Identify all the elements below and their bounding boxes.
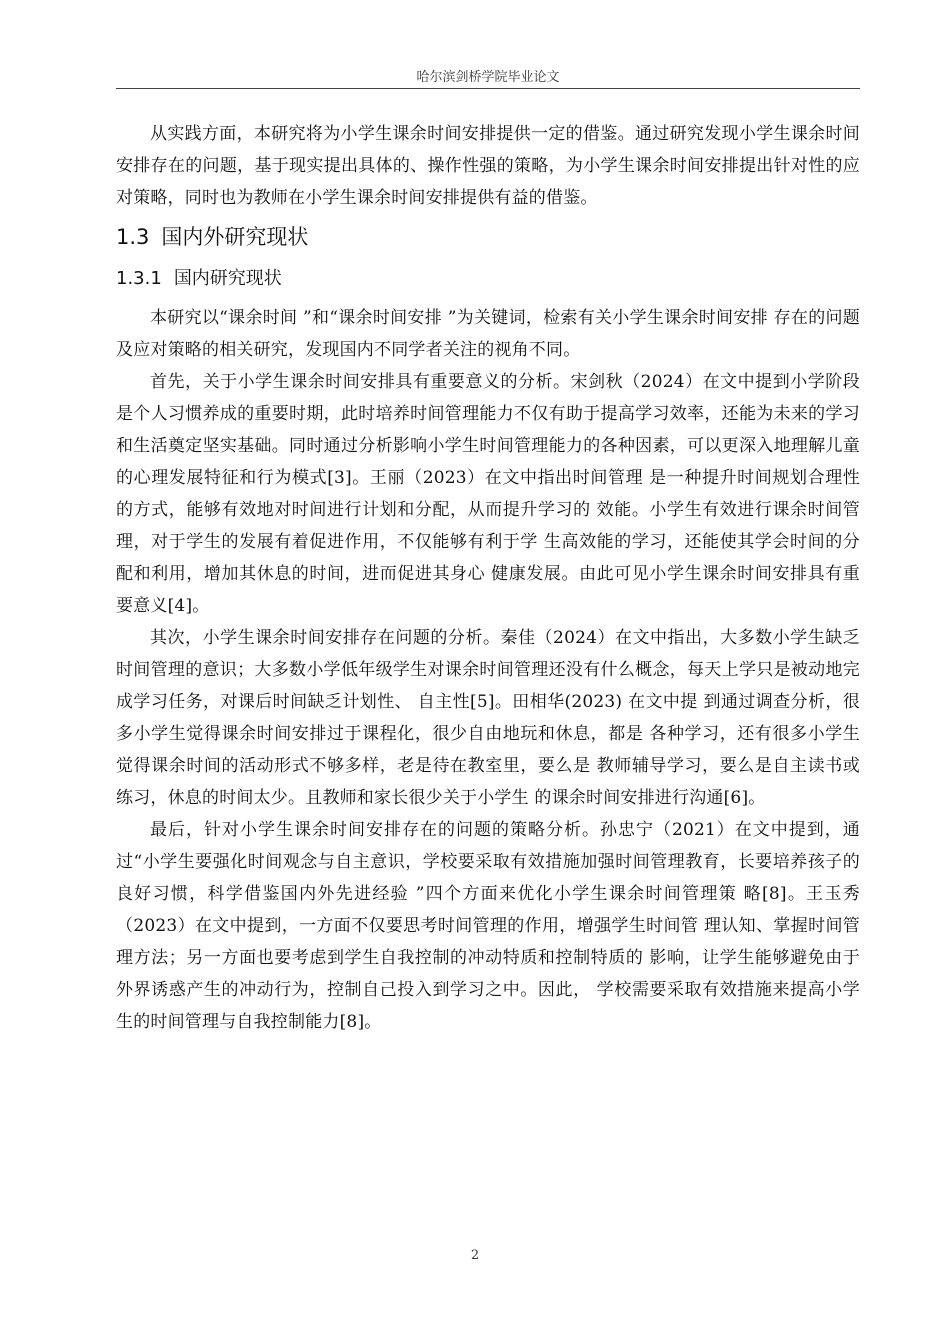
subsection-title: 国内研究现状 bbox=[173, 268, 282, 289]
section-title: 国内外研究现状 bbox=[161, 225, 309, 249]
section-heading-1-3 bbox=[116, 220, 860, 254]
document-body bbox=[116, 118, 860, 1038]
paragraph-strategies: 最后，针对小学生课余时间安排存在的问题的策略分析。孙忠宁（2021）在文中提到，通过“小学生要强化时间观念与自主意识，学校要采取有效措施加强时间管理教育，长要培养孩子的良好习惯，科学借鉴国内外先进经验 ”四个方面来优化小学生课余时间管理策 略[8]。王玉秀（2023）在文中提到，一方面不仅要思考时间管理的作用，增强学生时间管 理认知、掌握时间管理方法；另一方面也要考虑到学生自我控制的冲动特质和控制特质的 影响，让学生能够避免由于外界诱惑产生的冲动行为，控制自己投入到学习之中。因此， 学校需要采取有效措施来提高小学生的时间管理与自我控制能力[8]。 bbox=[116, 820, 860, 1032]
section-number: 1.3 bbox=[116, 225, 150, 249]
subsection-number: 1.3.1 bbox=[116, 268, 162, 289]
paragraph-significance: 首先，关于小学生课余时间安排具有重要意义的分析。宋剑秋（2024）在文中提到小学阶段是个人习惯养成的重要时期，此时培养时间管理能力不仅有助于提高学习效率，还能为未来的学习和生活奠定坚实基础。同时通过分析影响小学生时间管理能力的各种因素，可以更深入地理解儿童的心理发展特征和行为模式[3]。王丽（2023）在文中指出时间管理 是一种提升时间规划合理性的方式，能够有效地对时间进行计划和分配，从而提升学习的 效能。小学生有效进行课余时间管理，对于学生的发展有着促进作用，不仅能够有利于学 生高效能的学习，还能使其学会时间的分配和利用，增加其休息的时间，进而促进其身心 健康发展。由此可见小学生课余时间安排具有重要意义[4]。 bbox=[116, 372, 860, 616]
paragraph-problems: 其次，小学生课余时间安排存在问题的分析。秦佳（2024）在文中指出，大多数小学生缺乏时间管理的意识；大多数小学低年级学生对课余时间管理还没有什么概念，每天上学只是被动地完成学习任务，对课后时间缺乏计划性、 自主性[5]。田相华(2023) 在文中提 到通过调查分析，很多小学生觉得课余时间安排过于课程化，很少自由地玩和休息，都是 各种学习，还有很多小学生觉得课余时间的活动形式不够多样，老是待在教室里，要么是 教师辅导学习，要么是自主读书或练习，休息的时间太少。且教师和家长很少关于小学生 的课余时间安排进行沟通[6]。 bbox=[116, 628, 860, 808]
subsection-heading-1-3-1 bbox=[116, 262, 860, 296]
header-divider bbox=[116, 88, 860, 89]
running-header: 哈尔滨剑桥学院毕业论文 bbox=[416, 70, 560, 85]
paragraph-practice: 从实践方面，本研究将为小学生课余时间安排提供一定的借鉴。通过研究发现小学生课余时间安排存在的问题，基于现实提出具体的、操作性强的策略，为小学生课余时间安排提出针对性的应对策略，同时也为教师在小学生课余时间安排提供有益的借鉴。 bbox=[116, 124, 860, 208]
page-number: 2 bbox=[470, 1248, 480, 1263]
paragraph-keywords: 本研究以“课余时间 ”和“课余时间安排 ”为关键词，检索有关小学生课余时间安排 存在的问题及应对策略的相关研究，发现国内不同学者关注的视角不同。 bbox=[116, 308, 860, 360]
